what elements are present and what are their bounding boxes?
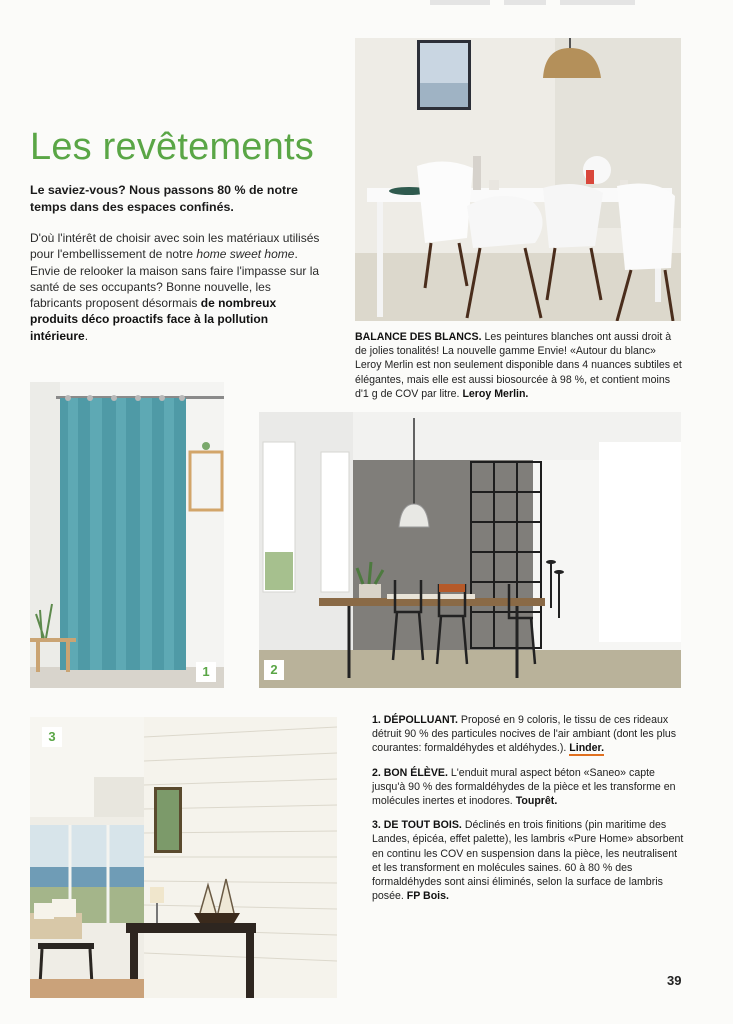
intro-emphasis: home sweet home [196,247,295,262]
caption-item-text: Proposé en 9 coloris, le tissu de ces rideaux détruit 90 % des particules nocives de l'air ambiant (dont les plus courantes: formaldéhydes et aldéhydes.). [372,714,677,755]
caption-item-heading: 3. DE TOUT BOIS. [372,819,462,832]
article-lead: Le saviez-vous? Nous passons 80 % de notre temps dans des espaces confinés. [30,183,298,214]
caption-item-1 [372,713,687,756]
caption-heading: BALANCE DES BLANCS. [355,331,482,343]
photo-white-dining-room [355,38,681,321]
curtain-illustration [30,382,224,688]
caption-list [372,713,687,913]
intro-text-1: D'où l'intérêt de choisir avec soin les matériaux utilisés pour l'embellissement de notre [30,231,320,262]
photo-number-badge-1: 1 [196,662,216,682]
caption-text: Les peintures blanches ont aussi droit à de jolies tonalités! La nouvelle gamme Envie! «Autour du blanc» Leroy Merlin est non seulement disponible dans 4 nuances subtiles et élégantes, mais elle est aussi biosourcée à 98 %, et contient moins d'1 g de COV par litre. [355,331,682,400]
caption-brand: Leroy Merlin. [462,387,529,400]
running-header-fragment [430,0,670,6]
caption-item-text: Déclinés en trois finitions (pin maritime des Landes, épicéa, effet palette), les lambris «Pure Home» absorbent en continu les COV en suspension dans la pièce, les neutralisent et les transforment en molécules saines. 60 à 80 % des formaldéhydes sont ainsi éliminés, selon la surface de lambris posée. [372,819,684,903]
article-title: Les revêtements [30,126,314,168]
photo-white-wood-panelling [30,717,337,998]
page-number: 39 [667,973,682,988]
concrete-room-illustration [259,412,681,688]
dining-room-illustration [355,38,681,321]
photo-teal-curtain [30,382,224,688]
caption-item-brand: Linder. [569,742,605,755]
caption-item-brand: FP Bois. [406,890,449,903]
intro-bold: de nombreux produits déco proactifs face à la pollution intérieure [30,296,277,343]
photo-number-badge-2: 2 [264,660,284,680]
intro-text-2: . Envie de relooker la maison sans faire l'impasse sur la santé de ses occupants? Bonne nouvelle, les fabricants proposent désormais [30,247,320,311]
caption-item-2 [372,766,687,809]
caption-white-paint [355,330,685,401]
caption-item-heading: 1. DÉPOLLUANT. [372,714,458,726]
photo-number-badge-3: 3 [42,727,62,747]
wood-panel-illustration [30,717,337,998]
caption-item-text: L'enduit mural aspect béton «Saneo» capte jusqu'à 90 % des formaldéhydes de la pièce et les transforme en molécules inertes et inodores. [372,766,676,808]
intro-end: . [84,328,89,343]
caption-item-brand: Touprêt. [515,795,558,808]
article-intro [30,230,320,344]
caption-item-heading: 2. BON ÉLÈVE. [372,766,448,779]
photo-concrete-wall-room [259,412,681,688]
caption-item-3 [372,818,687,903]
